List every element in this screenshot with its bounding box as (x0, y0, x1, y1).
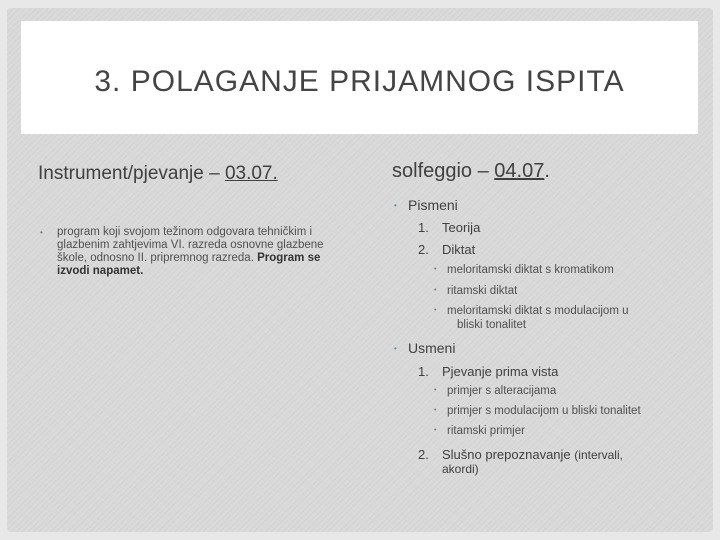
bullet-icon: • (394, 344, 397, 353)
diktat-label: Diktat (442, 242, 476, 257)
right-heading-prefix: solfeggio – (392, 160, 495, 182)
program-description: program koji svojom težinom odgovara tehničkim i glazbenim zahtjevima VI. razreda osnovne glazbene škole, odnosno II. pripremnog razreda. (57, 226, 324, 264)
left-heading-date: 03.07. (224, 163, 278, 184)
bullet-icon: • (434, 407, 437, 414)
pismeni-label: Pismeni (408, 197, 458, 213)
list-item-teorija (418, 220, 480, 235)
title-band (21, 21, 698, 134)
left-bullet-text (57, 226, 352, 278)
right-heading-date: 04.07 (494, 160, 545, 182)
list-item-usmeni (394, 340, 455, 356)
diktat-item-label: ritamski diktat (447, 285, 518, 297)
bullet-icon: • (40, 228, 43, 237)
slide-title: 3. POLAGANJE PRIJAMNOG ISPITA (94, 65, 625, 98)
slusno-note-cont: akordi) (442, 462, 479, 476)
item-number: 2. (418, 447, 429, 462)
bullet-icon: • (434, 387, 437, 394)
primjer-label: primjer s modulacijom u bliski tonalitet (447, 405, 641, 417)
list-item-primjer-3 (434, 425, 525, 437)
pjevanje-label: Pjevanje prima vista (442, 364, 559, 379)
list-item-primjer-2 (434, 405, 641, 417)
teorija-label: Teorija (442, 220, 481, 235)
list-item-pismeni (394, 197, 458, 213)
primjer-label: primjer s alteracijama (447, 385, 557, 397)
right-heading-suffix: . (544, 160, 550, 182)
bullet-icon: • (434, 287, 437, 294)
left-column-heading (38, 163, 278, 185)
bullet-icon: • (434, 266, 437, 273)
item-number: 2. (418, 242, 429, 257)
list-item-slusno (418, 447, 623, 462)
slusno-note: (intervali, (574, 448, 623, 462)
bullet-icon: • (434, 427, 437, 434)
program-note: Program se izvodi napamet. (57, 252, 321, 277)
list-item-primjer-1 (434, 385, 556, 397)
bullet-icon: • (434, 307, 437, 314)
list-item-diktat-2 (434, 285, 517, 297)
left-heading-prefix: Instrument/pjevanje – (38, 163, 225, 184)
list-item-pjevanje (418, 364, 558, 379)
list-item-diktat-1 (434, 264, 614, 276)
right-column-heading (392, 160, 550, 183)
list-item-diktat-3 (434, 305, 629, 317)
diktat-item-label: meloritamski diktat s modulacijom u (447, 305, 629, 317)
primjer-label: ritamski primjer (447, 425, 525, 437)
slusno-label: Slušno prepoznavanje (442, 447, 571, 462)
list-item-diktat-3-cont: bliski tonalitet (457, 319, 527, 331)
item-number: 1. (418, 364, 429, 379)
item-number: 1. (418, 220, 429, 235)
list-item-diktat (418, 242, 475, 257)
diktat-item-label: meloritamski diktat s kromatikom (447, 264, 614, 276)
bullet-icon: • (394, 201, 397, 210)
usmeni-label: Usmeni (408, 340, 456, 356)
